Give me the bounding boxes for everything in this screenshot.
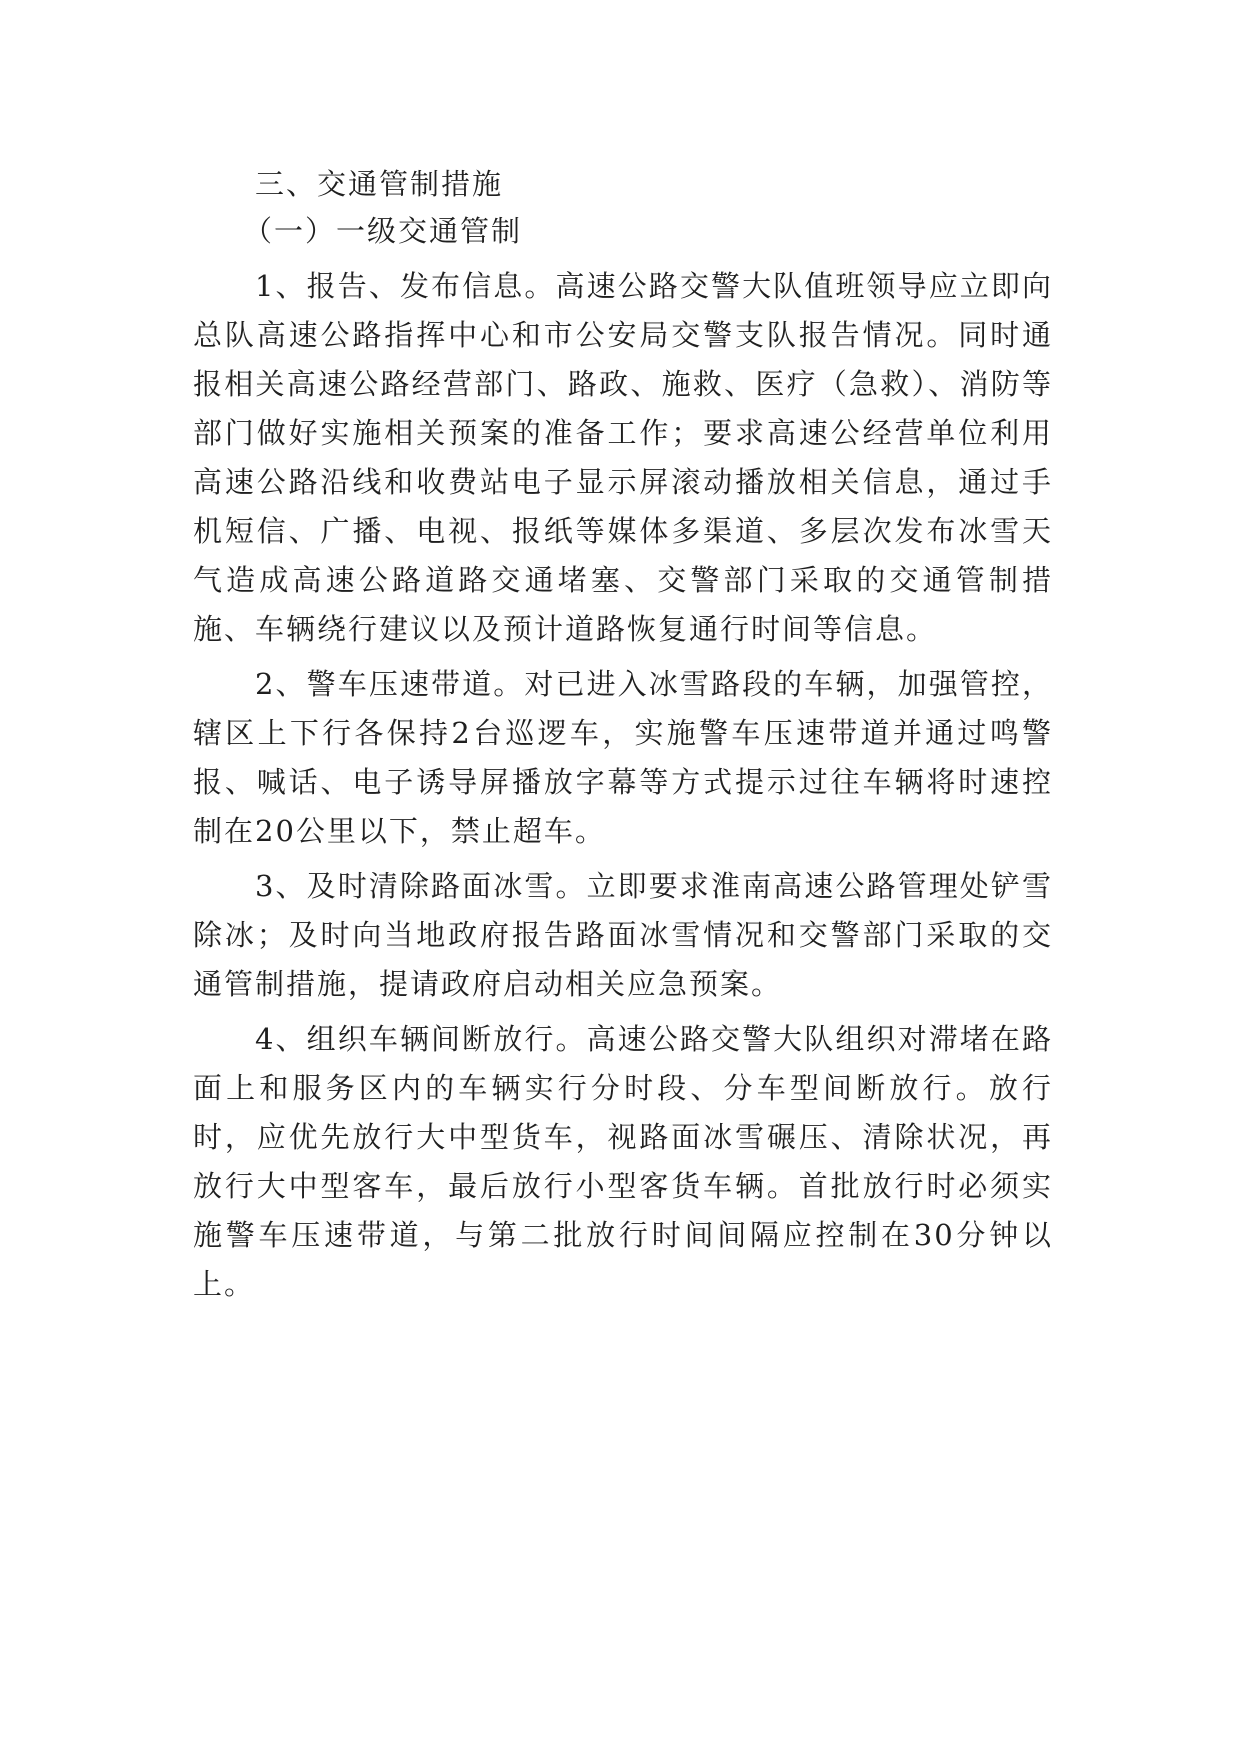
section-heading: 三、交通管制措施 [255, 167, 504, 201]
subsection-heading: （一）一级交通管制 [243, 214, 523, 248]
paragraph-staged-release: 4、组织车辆间断放行。高速公路交警大队组织对滞堵在路面上和服务区内的车辆实行分时段、分车型间断放行。放行时，应优先放行大中型货车，视路面冰雪碾压、清除状况，再放行大中型客车，最后放行小型客货车辆。首批放行时必须实施警车压速带道，与第二批放行时间间隔应控制在30分钟以上。 [193, 1022, 1053, 1301]
paragraph-clear-snow: 3、及时清除路面冰雪。立即要求淮南高速公路管理处铲雪除冰；及时向当地政府报告路面冰雪情况和交警部门采取的交通管制措施，提请政府启动相关应急预案。 [193, 869, 1053, 1001]
paragraph-report-info: 1、报告、发布信息。高速公路交警大队值班领导应立即向总队高速公路指挥中心和市公安局交警支队报告情况。同时通报相关高速公路经营部门、路政、施救、医疗（急救）、消防等部门做好实施相关预案的准备工作；要求高速公经营单位利用高速公路沿线和收费站电子显示屏滚动播放相关信息，通过手机短信、广播、电视、报纸等媒体多渠道、多层次发布冰雪天气造成高速公路道路交通堵塞、交警部门采取的交通管制措施、车辆绕行建议以及预计道路恢复通行时间等信息。 [193, 269, 1053, 646]
document-body [193, 162, 1053, 1315]
paragraph-police-escort: 2、警车压速带道。对已进入冰雪路段的车辆，加强管控，辖区上下行各保持2台巡逻车，实施警车压速带道并通过鸣警报、喊话、电子诱导屏播放字幕等方式提示过往车辆将时速控制在20公里以下，禁止超车。 [193, 667, 1053, 848]
